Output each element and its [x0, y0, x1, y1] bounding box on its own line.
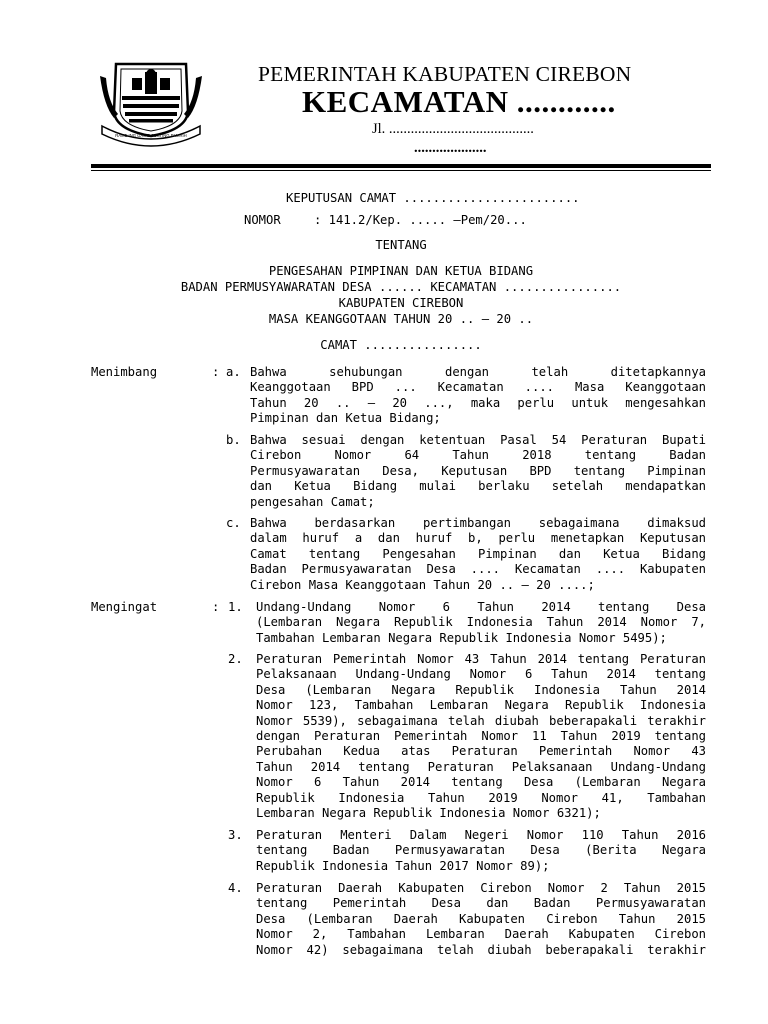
text-line: Republik Indonesia Tahun 2017 Nomor 89);: [256, 858, 550, 873]
text-line: Nomor 123, Tambahan Lembaran Negara Republik Indonesia: [256, 698, 706, 713]
menimbang-item-marker: b.: [226, 433, 241, 447]
text-line: Perubahan Kedua atas Peraturan Pemerintah Nomor 43: [256, 744, 706, 759]
mengingat-item-marker: 4.: [228, 881, 243, 895]
address-line-2: ....................: [414, 140, 487, 156]
menimbang-item-b: [250, 433, 706, 510]
text-line: Cirebon Masa Keanggotaan Tahun 20 .. – 20 ....;: [250, 577, 595, 592]
mengingat-item-1: [256, 600, 706, 646]
text-line: Nomor 42) sebagaimana telah diubah beberapakali terakhir: [256, 942, 706, 957]
text-line: Tambahan Lembaran Negara Republik Indonesia Nomor 5495);: [256, 630, 667, 645]
menimbang-item-marker: a.: [226, 365, 241, 379]
text-line: Desa (Lembaran Negara Republik Indonesia Tahun 2014: [256, 682, 706, 697]
decree-official: CAMAT ................: [320, 338, 482, 352]
menimbang-label: Menimbang: [91, 365, 158, 379]
decree-number-label: NOMOR: [244, 213, 281, 227]
text-line: pengesahan Camat;: [250, 494, 375, 509]
decree-subject-line: KABUPATEN CIREBON: [338, 296, 464, 310]
text-line: Nomor 2, Tambahan Lembaran Daerah Kabupaten Cirebon: [256, 927, 706, 942]
text-line: Lembaran Negara Republik Indonesia Nomor 6321);: [256, 805, 601, 820]
decree-number-value: : 141.2/Kep. ..... –Pem/20...: [314, 213, 527, 227]
text-line: Cirebon Nomor 64 Tahun 2018 tentang Badan: [250, 448, 706, 463]
text-line: Peraturan Menteri Dalam Negeri Nomor 110 Tahun 2016: [256, 828, 706, 842]
emblem-motto: RAME ING GAWE SUCI ING PAMRIH: [115, 133, 187, 138]
text-line: Undang-Undang Nomor 6 Tahun 2014 tentang Desa: [256, 600, 706, 614]
mengingat-item-4: [256, 881, 706, 958]
text-line: Camat tentang Pengesahan Pimpinan dan Ketua Bidang: [250, 546, 706, 561]
menimbang-colon: :: [212, 365, 220, 379]
mengingat-item-2: [256, 652, 706, 821]
letterhead-divider: [91, 164, 711, 168]
menimbang-item-marker: c.: [226, 516, 241, 530]
text-line: Bahwa berdasarkan pertimbangan sebagaimana dimaksud: [250, 516, 706, 530]
text-line: Keanggotaan BPD ... Kecamatan .... Masa Keanggotaan: [250, 380, 706, 395]
decree-title: KEPUTUSAN CAMAT ........................: [286, 191, 580, 205]
text-line: Permusyawaratan Desa, Keputusan BPD tentang Pimpinan: [250, 463, 706, 478]
text-line: Pimpinan dan Ketua Bidang;: [250, 411, 441, 426]
mengingat-item-marker: 1.: [228, 600, 243, 614]
text-line: Peraturan Pemerintah Nomor 43 Tahun 2014 tentang Peraturan: [256, 652, 706, 666]
decree-subject-line: BADAN PERMUSYAWARATAN DESA ...... KECAMATAN ................: [180, 280, 622, 294]
address-line: Jl. ........................................: [372, 121, 534, 137]
text-line: Peraturan Daerah Kabupaten Cirebon Nomor 2 Tahun 2015: [256, 881, 706, 895]
text-line: Republik Indonesia Tahun 2019 Nomor 41, Tambahan: [256, 790, 706, 805]
mengingat-item-marker: 3.: [228, 828, 243, 842]
text-line: Tahun 20 .. – 20 ..., maka perlu untuk mengesahkan: [250, 395, 706, 410]
mengingat-colon: :: [212, 600, 220, 614]
text-line: Tahun 2014 tentang Peraturan Pelaksanaan Undang-Undang: [256, 759, 706, 774]
text-line: Nomor 5539), sebagaimana telah diubah beberapakali terakhir: [256, 713, 706, 728]
text-line: Desa (Lembaran Daerah Kabupaten Cirebon Tahun 2015: [256, 911, 706, 926]
district-name: KECAMATAN ............: [302, 84, 616, 119]
text-line: Bahwa sesuai dengan ketentuan Pasal 54 Peraturan Bupati: [250, 433, 706, 447]
mengingat-label: Mengingat: [91, 600, 158, 614]
menimbang-item-a: [250, 365, 706, 427]
letterhead-divider-thin: [91, 170, 711, 171]
text-line: (Lembaran Negara Republik Indonesia Tahun 2014 Nomor 7,: [256, 615, 706, 630]
text-line: Pelaksanaan Undang-Undang Nomor 6 Tahun 2014 tentang: [256, 667, 706, 682]
text-line: dan Ketua Bidang mulai berlaku setelah mendapatkan: [250, 479, 706, 494]
text-line: Badan Permusyawaratan Desa .... Kecamatan .... Kabupaten: [250, 562, 706, 577]
decree-about: TENTANG: [375, 238, 427, 252]
decree-subject-line: MASA KEANGGOTAAN TAHUN 20 .. – 20 ..: [268, 312, 534, 326]
government-name: PEMERINTAH KABUPATEN CIREBON: [258, 62, 632, 86]
text-line: tentang Pemerintah Desa dan Badan Permusyawaratan: [256, 896, 706, 911]
text-line: dalam huruf a dan huruf b, perlu menetapkan Keputusan: [250, 531, 706, 546]
menimbang-item-c: [250, 516, 706, 593]
mengingat-item-3: [256, 828, 706, 874]
text-line: Nomor 6 Tahun 2014 tentang Desa (Lembaran Negara: [256, 775, 706, 790]
text-line: tentang Badan Permusyawaratan Desa (Berita Negara: [256, 843, 706, 858]
decree-subject-line: PENGESAHAN PIMPINAN DAN KETUA BIDANG: [268, 264, 534, 278]
mengingat-item-marker: 2.: [228, 652, 243, 666]
text-line: dengan Peraturan Pemerintah Nomor 11 Tahun 2019 tentang: [256, 728, 706, 743]
text-line: Bahwa sehubungan dengan telah ditetapkannya: [250, 365, 706, 379]
